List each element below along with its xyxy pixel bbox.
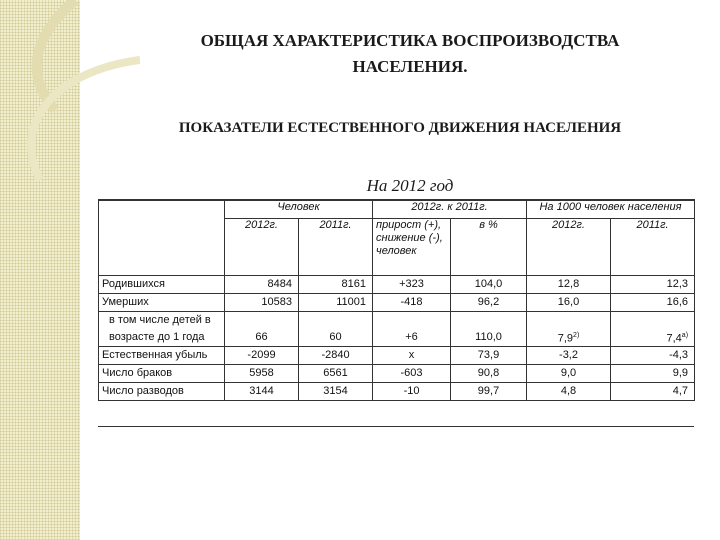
cell: 90,8 [451, 365, 527, 383]
table-row [99, 294, 695, 312]
subheader-2011: 2011г. [299, 219, 373, 276]
row-label: Число браков [99, 365, 225, 383]
cell: 4,8 [527, 383, 611, 401]
cell: x [373, 347, 451, 365]
table-header-row-1 [99, 200, 695, 219]
header-group-people: Человек [225, 200, 373, 219]
decorative-curves [0, 0, 140, 220]
table-bottom-rule [98, 426, 694, 430]
cell: -3,2 [527, 347, 611, 365]
cell: 12,3 [611, 276, 695, 294]
cell: 16,0 [527, 294, 611, 312]
cell: 104,0 [451, 276, 527, 294]
table-row [99, 365, 695, 383]
row-label-line-2: возрасте до 1 года [99, 329, 225, 347]
subheader-change: прирост (+), снижение (-), человек [373, 219, 451, 276]
cell: 9,9 [611, 365, 695, 383]
header-group-comparison: 2012г. к 2011г. [373, 200, 527, 219]
empty-cell [225, 312, 299, 330]
empty-cell [451, 312, 527, 330]
cell: 9,0 [527, 365, 611, 383]
table-row [99, 312, 695, 330]
cell: 73,9 [451, 347, 527, 365]
cell: 99,7 [451, 383, 527, 401]
section-subtitle: ПОКАЗАТЕЛИ ЕСТЕСТВЕННОГО ДВИЖЕНИЯ НАСЕЛЕНИЯ [178, 120, 622, 136]
cell: 8484 [225, 276, 299, 294]
statistics-table-container [98, 199, 694, 427]
row-label-line-1: в том числе детей в [99, 312, 225, 330]
cell: 16,6 [611, 294, 695, 312]
table-row [99, 276, 695, 294]
subheader-2012: 2012г. [225, 219, 299, 276]
cell-value: 7,9 [557, 332, 574, 345]
cell: 66 [225, 329, 299, 347]
cell [527, 329, 611, 347]
row-label: Родившихся [99, 276, 225, 294]
cell: -2099 [225, 347, 299, 365]
cell: 6561 [299, 365, 373, 383]
empty-cell [299, 312, 373, 330]
cell: -2840 [299, 347, 373, 365]
row-label: Естественная убыль [99, 347, 225, 365]
cell: -4,3 [611, 347, 695, 365]
table-row [99, 383, 695, 401]
cell: 60 [299, 329, 373, 347]
cell: 110,0 [451, 329, 527, 347]
row-label: Умерших [99, 294, 225, 312]
footnote-mark: 2) [573, 332, 580, 340]
cell: 3144 [225, 383, 299, 401]
cell: +323 [373, 276, 451, 294]
cell: 8161 [299, 276, 373, 294]
cell: +6 [373, 329, 451, 347]
cell: 5958 [225, 365, 299, 383]
subheader-rate-2011: 2011г. [611, 219, 695, 276]
cell: 11001 [299, 294, 373, 312]
cell-value: 7,4 [666, 332, 682, 345]
cell [611, 329, 695, 347]
subheader-rate-2012: 2012г. [527, 219, 611, 276]
statistics-table [98, 199, 695, 401]
table-row [99, 347, 695, 365]
cell: 96,2 [451, 294, 527, 312]
header-group-per-1000: На 1000 человек населения [527, 200, 695, 219]
page-title: ОБЩАЯ ХАРАКТЕРИСТИКА ВОСПРОИЗВОДСТВА НАСЕЛЕНИЯ. [200, 31, 620, 76]
cell: 10583 [225, 294, 299, 312]
subheader-percent: в % [451, 219, 527, 276]
row-label: Число разводов [99, 383, 225, 401]
header-empty-cell [99, 200, 225, 276]
empty-cell [611, 312, 695, 330]
empty-cell [373, 312, 451, 330]
cell: 12,8 [527, 276, 611, 294]
cell: 4,7 [611, 383, 695, 401]
empty-cell [527, 312, 611, 330]
table-row [99, 329, 695, 347]
cell: -10 [373, 383, 451, 401]
cell: -603 [373, 365, 451, 383]
cell: -418 [373, 294, 451, 312]
cell: 3154 [299, 383, 373, 401]
year-caption: На 2012 год [366, 176, 454, 195]
footnote-mark: a) [681, 332, 689, 340]
